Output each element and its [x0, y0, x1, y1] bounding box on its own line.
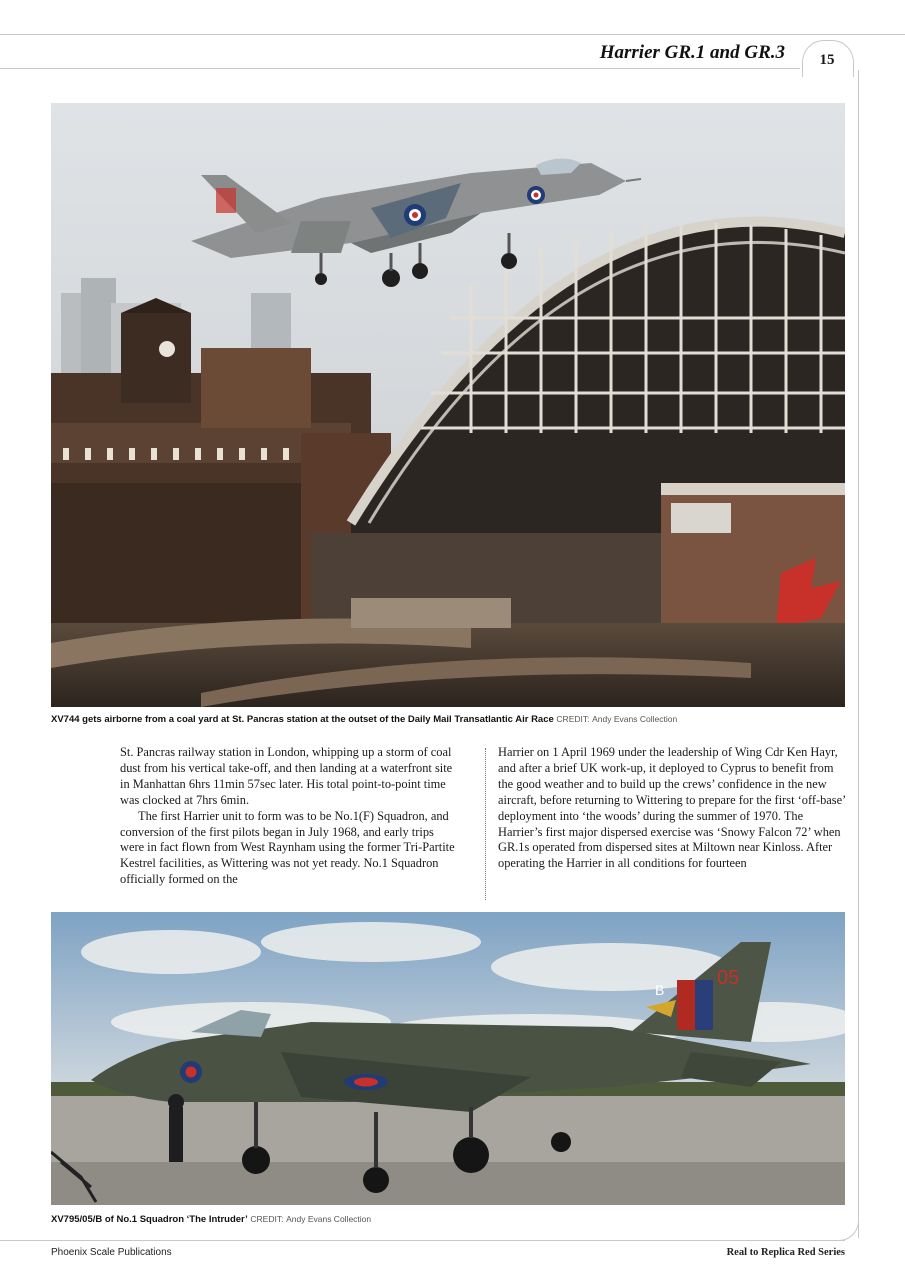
body-column-left	[120, 745, 460, 888]
figure-caption-1	[51, 714, 677, 725]
column-divider	[485, 748, 486, 900]
photo-harrier-xv795	[51, 912, 845, 1205]
paragraph: The first Harrier unit to form was to be No.1(F) Squadron, and conversion of the first pilots began in July 1968, and early trips were in fact flown from West Raynham using the former Tri-Partite Kestrel facilities, as Wittering was not yet ready. No.1 Squadron officially formed on the	[120, 808, 455, 887]
credit-label: CREDIT:	[556, 714, 590, 724]
caption-text: XV744 gets airborne from a coal yard at St. Pancras station at the outset of the Daily Mail Transatlantic Air Race	[51, 714, 554, 725]
credit-name: Andy Evans Collection	[286, 1214, 372, 1224]
page-number: 15	[819, 52, 835, 68]
credit-label: CREDIT:	[250, 1214, 284, 1224]
photo-harrier-st-pancras	[51, 103, 845, 707]
tail-code-number: 05	[717, 967, 740, 989]
page-frame-right	[858, 70, 859, 1238]
header-rule-lower	[0, 68, 800, 69]
header-rule	[0, 34, 905, 35]
body-column-right	[498, 745, 848, 872]
figure-caption-2	[51, 1214, 371, 1225]
running-title: Harrier GR.1 and GR.3	[599, 42, 785, 63]
credit-name: Andy Evans Collection	[592, 714, 678, 724]
footer-publisher: Phoenix Scale Publications	[51, 1247, 172, 1258]
caption-text: XV795/05/B of No.1 Squadron ‘The Intruder’	[51, 1214, 248, 1225]
footer-series: Real to Replica Red Series	[726, 1247, 845, 1258]
paragraph: Harrier on 1 April 1969 under the leadership of Wing Cdr Ken Hayr, and after a brief UK work-up, it deployed to Cyprus to benefit from the good weather and to build up the crews’ confidence in the new aircraft, before returning to Wittering to prepare for the first ‘off-base’ deployment into ‘the woods’ during the summer of 1970. The Harrier’s first major dispersed exercise was ‘Snowy Falcon 72’ when GR.1s operated from dispersed sites at Miltown near Kinloss. After operating the Harrier in all conditions for fourteen	[498, 745, 846, 871]
tail-code-letter: B	[655, 982, 665, 998]
page-frame-corner	[838, 1220, 859, 1241]
paragraph: St. Pancras railway station in London, whipping up a storm of coal dust from his vertical take-off, and then landing at a waterfront site in Manhattan 6hrs 11min 57sec later. His total point-to-point time was clocked at 7hrs 6min.	[120, 745, 453, 807]
page-frame-bottom	[0, 1240, 845, 1241]
